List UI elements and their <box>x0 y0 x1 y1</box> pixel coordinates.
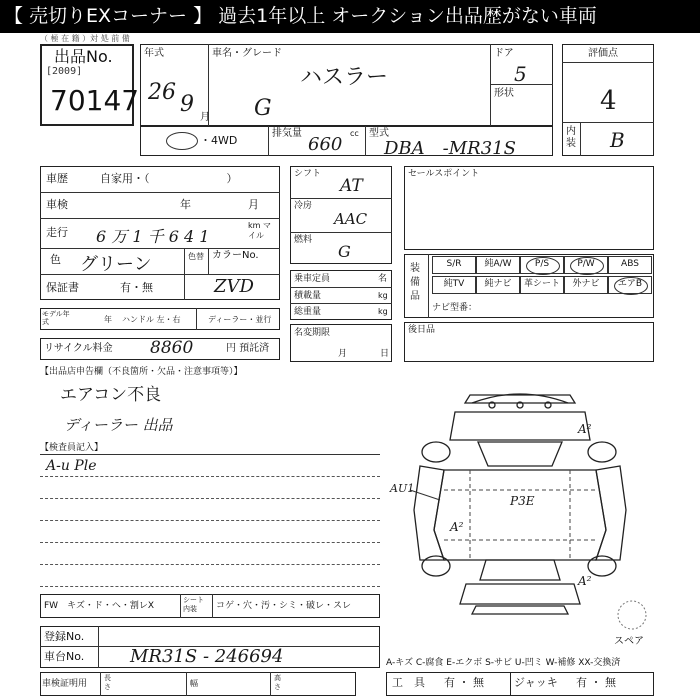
car-name-label: 車名・グレード <box>212 48 282 59</box>
notes-line2: ディーラー 出品 <box>64 416 173 434</box>
inspection-month: 月 <box>248 198 259 211</box>
chassis-value: MR31S - 246694 <box>130 646 284 667</box>
capacity-unit: 名 <box>378 274 388 284</box>
reg-label: 登録No. <box>44 630 85 643</box>
shift-label: シフト <box>294 169 322 179</box>
damage-label: FW キズ・ド・ヘ・割レX <box>44 601 155 611</box>
equipment-item: P/W <box>564 256 608 274</box>
year-value: 26 <box>148 80 176 105</box>
mark-rear-right: A² <box>578 574 592 588</box>
mileage-unit: km マイル <box>248 221 271 240</box>
interior-value: B <box>610 128 625 152</box>
equipment-item: ABS <box>608 256 652 274</box>
grade-value: G <box>254 96 272 121</box>
weight-label: 総重量 <box>294 307 322 317</box>
equipment-item: S/R <box>432 256 476 274</box>
recycle-unit: 円 預託済 <box>226 343 270 354</box>
lot-number-value: 70147 <box>50 84 140 117</box>
score-label: 評価点 <box>588 48 618 59</box>
color-change-label: 色替 <box>188 252 204 261</box>
doors-value: 5 <box>514 62 527 86</box>
color-value: グリーン <box>80 254 152 275</box>
ac-label: 冷房 <box>294 201 313 211</box>
cert-col-width: 幅 <box>190 679 198 688</box>
equipment-item: 外ナビ <box>564 276 608 294</box>
history-value: 自家用・（ ） <box>100 172 238 185</box>
displacement-value: 660 <box>308 134 343 155</box>
equipment-item: 純TV <box>432 276 476 294</box>
car-name-value: ハスラー <box>300 65 389 90</box>
warranty-label: 保証書 <box>46 281 79 294</box>
dealer-label: ディーラー・並行 <box>208 315 272 324</box>
mileage-label: 走行 <box>46 226 68 239</box>
month-value: 9 <box>180 92 194 117</box>
cert-label: 車検証明用 <box>42 679 88 689</box>
inspection-year: 年 <box>180 198 191 211</box>
shape-label: 形状 <box>494 88 514 99</box>
color-label: 色 <box>50 253 61 266</box>
banner: 【 売切りEXコーナー 】 過去1年以上 オークション出品歴がない車両 <box>0 0 700 33</box>
equipment-item: 純A/W <box>476 256 520 274</box>
sales-point-label: セールスポイント <box>408 169 480 179</box>
deadline-day: 日 <box>380 349 390 359</box>
drive-value: ・4WD <box>200 134 238 147</box>
inspection-label: 車検 <box>46 198 68 211</box>
notes-line1: エアコン不良 <box>60 385 162 405</box>
chassis-label: 車台No. <box>44 650 85 663</box>
jack-label: ジャッキ <box>514 676 558 689</box>
equipment-item: P/S <box>520 256 564 274</box>
shift-value: AT <box>340 176 363 196</box>
fuel-value: G <box>338 242 351 261</box>
cert-row <box>40 672 356 696</box>
header-fragment: （ 極 在 籍 ）対 処 前 備 <box>40 34 130 43</box>
model-value: DBA -MR31S <box>384 138 516 159</box>
tool-value: 有 ・ 無 <box>444 676 484 689</box>
mark-center: P3E <box>510 494 535 508</box>
model-label: 型式 <box>369 128 389 139</box>
capacity-label: 乗車定員 <box>294 274 331 284</box>
load-unit: kg <box>378 291 388 300</box>
deadline-label: 名変期限 <box>294 328 331 338</box>
mark-left-side: AU1 <box>390 482 415 495</box>
model-year-unit: 年 <box>104 315 112 324</box>
notes-label: 【出品店申告欄（不良箇所・欠品・注意事項等）】 <box>40 367 243 377</box>
equipment-item: 純ナビ <box>476 276 520 294</box>
navi-label: ナビ型番： <box>432 303 478 313</box>
color-code-value: ZVD <box>214 276 254 297</box>
deadline-month: 月 <box>338 349 348 359</box>
tool-label: 工 具 <box>392 676 425 689</box>
mark-front-right: A² <box>578 422 592 436</box>
handle-label: ハンドル 左・右 <box>122 315 181 324</box>
damage-legend: A-キズ C-腐食 E-エクボ S-サビ U-凹ミ W-補修 XX-交換済 <box>386 658 621 668</box>
year-label: 年式 <box>144 48 164 59</box>
displacement-label: 排気量 <box>272 128 302 139</box>
jack-value: 有 ・ 無 <box>576 676 616 689</box>
month-suffix: 月 <box>200 112 210 123</box>
lot-number-label: 出品No. <box>54 47 113 66</box>
warranty-value: 有・無 <box>120 281 153 294</box>
inspector-line1: A-u Ple <box>46 458 97 474</box>
interior-label: 内装 <box>566 126 576 149</box>
spare-label: スペア <box>614 636 644 647</box>
ac-value: AAC <box>334 210 368 228</box>
equipment-label: 装備品 <box>410 263 420 302</box>
doors-label: ドア <box>494 48 514 59</box>
damage-items: コゲ・穴・汚・シミ・破レ・スレ <box>216 601 352 611</box>
inspector-label: 【検査員記入】 <box>40 443 104 453</box>
equipment-item: 革シート <box>520 276 564 294</box>
fuel-label: 燃料 <box>294 235 313 245</box>
score-value: 4 <box>600 86 617 116</box>
model-year-label: モデル年式 <box>42 310 70 326</box>
recycle-value: 8860 <box>150 338 194 358</box>
lot-year-stamp: [2009] <box>46 66 83 77</box>
damage-seat-label: シート内装 <box>183 596 204 613</box>
after-label: 後日品 <box>408 325 436 335</box>
cert-col-height: 高さ <box>274 674 281 691</box>
load-label: 積載量 <box>294 291 322 301</box>
cert-col-length: 長さ <box>104 674 111 691</box>
weight-unit: kg <box>378 307 388 316</box>
mark-lower-center: A² <box>450 520 464 534</box>
displacement-unit: cc <box>350 129 359 138</box>
color-code-label: カラーNo. <box>212 250 259 261</box>
recycle-label: リサイクル料金 <box>44 343 113 354</box>
equipment-item: エアB <box>608 276 652 294</box>
history-label: 車歴 <box>46 172 68 185</box>
mileage-value: 6 万 1 千 6 4 1 <box>96 227 210 246</box>
